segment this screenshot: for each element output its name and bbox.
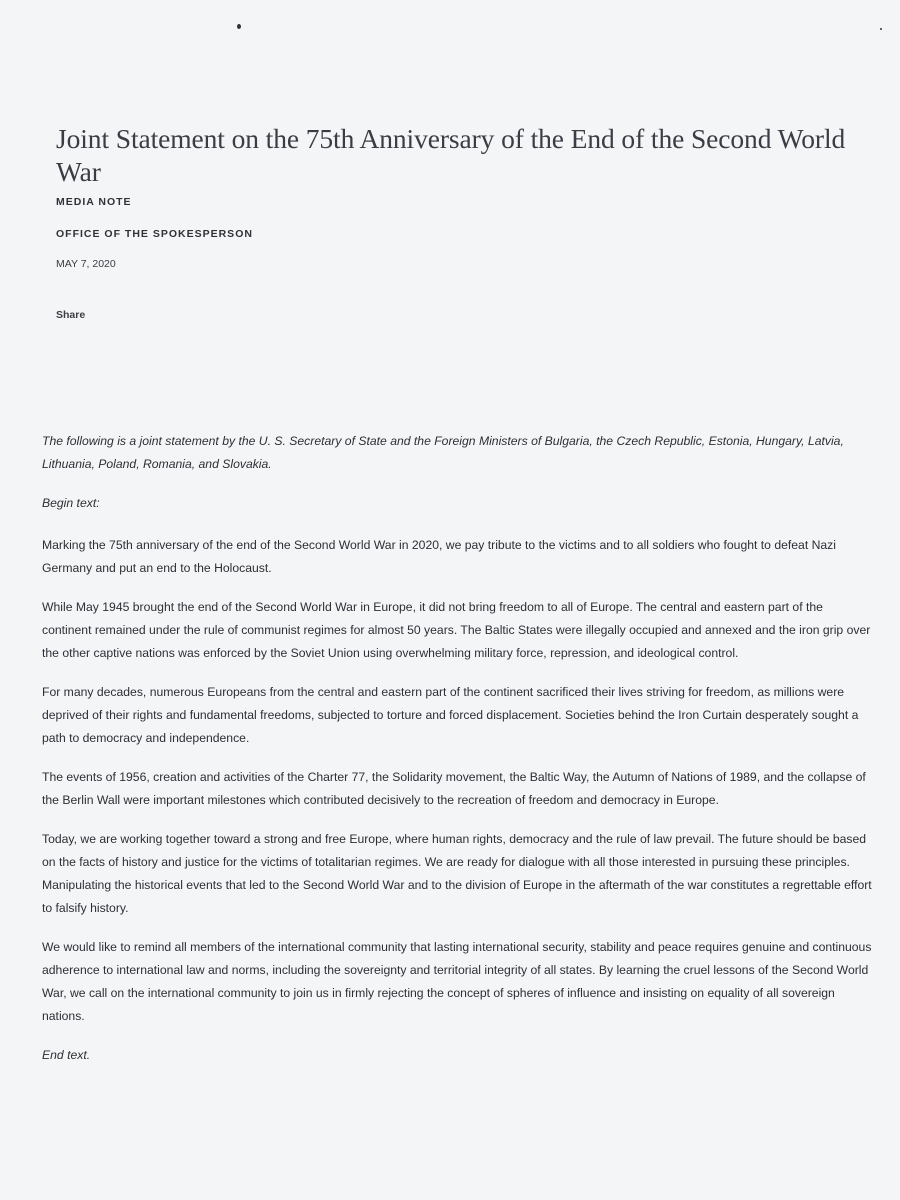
- article-body: [42, 430, 874, 1083]
- end-text-marker: End text.: [42, 1048, 91, 1062]
- body-paragraph-4: The events of 1956, creation and activities of the Charter 77, the Solidarity movement, the Baltic Way, the Autumn of Nations of 1989, and the collapse of the Berlin Wall were important milestones which contributed decisively to the recreation of freedom and democracy in Europe.: [42, 770, 866, 807]
- intro-paragraph: The following is a joint statement by the U. S. Secretary of State and the Foreign Ministers of Bulgaria, the Czech Republic, Estonia, Hungary, Latvia, Lithuania, Poland, Romania, and Slovakia.: [42, 434, 844, 471]
- office-label: OFFICE OF THE SPOKESPERSON: [56, 228, 253, 240]
- body-paragraph-3: For many decades, numerous Europeans from the central and eastern part of the continent sacrificed their lives striving for freedom, as millions were deprived of their rights and fundamental freedoms, subjected to torture and forced displacement. Societies behind the Iron Curtain desperately sought a path to democracy and independence.: [42, 685, 859, 745]
- media-note-label: MEDIA NOTE: [56, 196, 132, 208]
- share-button[interactable]: Share: [56, 309, 86, 321]
- publish-date: MAY 7, 2020: [56, 258, 116, 270]
- body-paragraph-5: Today, we are working together toward a strong and free Europe, where human rights, democracy and the rule of law prevail. The future should be based on the facts of history and justice for the victims of totalitarian regimes. We are ready for dialogue with all those interested in pursuing these principles. Manipulating the historical events that led to the Second World War and to the division of Europe in the aftermath of the war constitutes a regrettable effort to falsify history.: [42, 832, 872, 915]
- begin-text-marker: Begin text:: [42, 496, 100, 510]
- body-paragraph-6: We would like to remind all members of the international community that lasting international security, stability and peace requires genuine and continuous adherence to international law and norms, including the sovereignty and territorial integrity of all states. By learning the cruel lessons of the Second World War, we call on the international community to join us in firmly rejecting the concept of spheres of influence and insisting on equality of all sovereign nations.: [42, 940, 872, 1023]
- page-title: Joint Statement on the 75th Anniversary of the End of the Second World War: [56, 123, 846, 187]
- scan-speck: [237, 24, 241, 29]
- body-paragraph-1: Marking the 75th anniversary of the end of the Second World War in 2020, we pay tribute to the victims and to all soldiers who fought to defeat Nazi Germany and put an end to the Holocaust.: [42, 538, 836, 575]
- article-header: [56, 122, 856, 323]
- scan-speck: [880, 28, 882, 30]
- body-paragraph-2: While May 1945 brought the end of the Second World War in Europe, it did not bring freedom to all of Europe. The central and eastern part of the continent remained under the rule of communist regimes for almost 50 years. The Baltic States were illegally occupied and annexed and the iron grip over the other captive nations was enforced by the Soviet Union using overwhelming military force, repression, and ideological control.: [42, 600, 871, 660]
